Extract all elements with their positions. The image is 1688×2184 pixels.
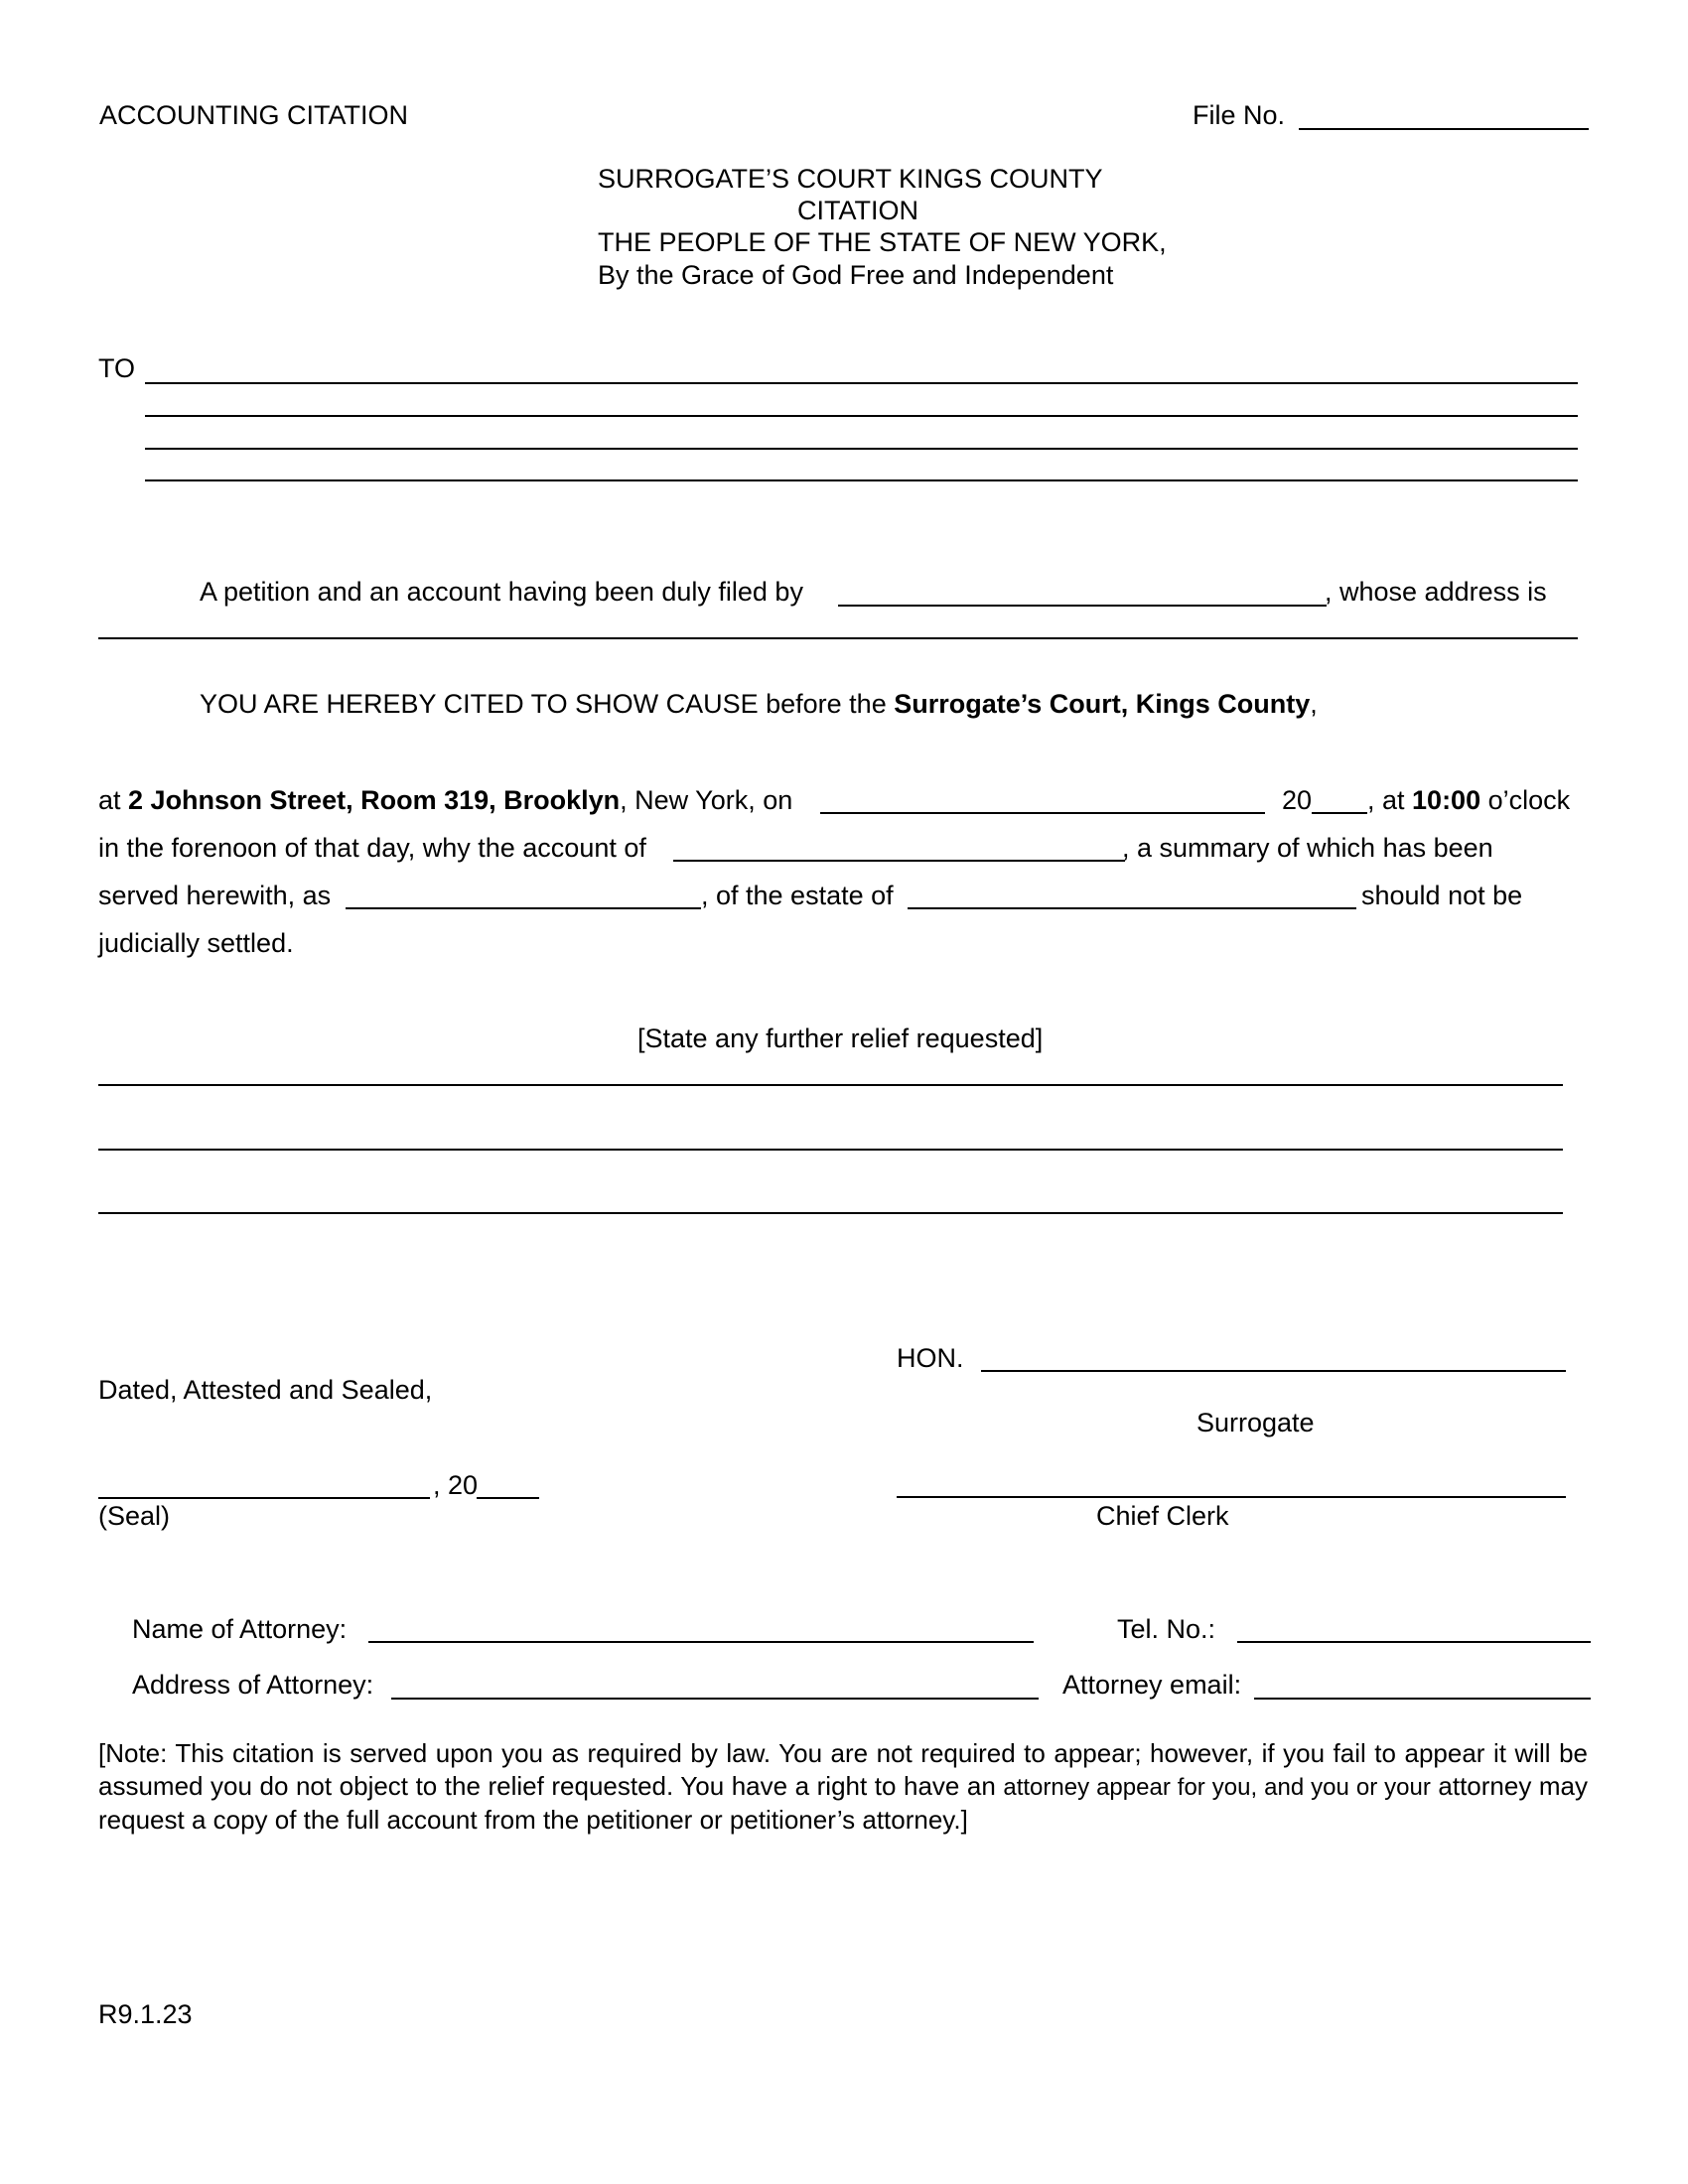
surrogate-signature-field[interactable] <box>981 1370 1566 1372</box>
cited-prefix: YOU ARE HEREBY CITED TO SHOW CAUSE before the <box>200 689 895 719</box>
hearing-time-text <box>1367 787 1570 814</box>
relief-field-line-2[interactable] <box>98 1149 1563 1151</box>
petitioner-address-field[interactable] <box>98 637 1578 639</box>
petitioner-name-field[interactable] <box>838 605 1327 607</box>
hearing-oclock: o’clock <box>1480 785 1571 815</box>
seal-label: (Seal) <box>98 1501 171 1531</box>
grace-heading: By the Grace of God Free and Independent <box>598 260 1114 290</box>
to-field-line-4[interactable] <box>145 479 1578 481</box>
file-no-label: File No. <box>1193 100 1286 130</box>
attorney-email-field[interactable] <box>1254 1698 1591 1700</box>
attorney-tel-field[interactable] <box>1237 1641 1591 1643</box>
relief-field-line-1[interactable] <box>98 1084 1563 1086</box>
attorney-email-label: Attorney email: <box>1062 1670 1242 1700</box>
hearing-year-prefix: 20 <box>1282 785 1313 815</box>
fiduciary-role-field[interactable] <box>346 907 701 909</box>
chief-clerk-signature-field[interactable] <box>897 1496 1566 1498</box>
cited-text <box>200 691 1318 718</box>
hearing-at: at <box>98 785 129 815</box>
attorney-address-label: Address of Attorney: <box>132 1670 374 1700</box>
account-of-field[interactable] <box>673 860 1125 862</box>
estate-of-field[interactable] <box>908 907 1356 909</box>
hearing-line4: judicially settled. <box>98 928 294 958</box>
hon-label: HON. <box>897 1343 964 1373</box>
hearing-ny-on: , New York, on <box>620 785 793 815</box>
date-signed-field[interactable] <box>98 1497 430 1499</box>
to-field-line-1[interactable] <box>145 382 1578 384</box>
note-part-2: attorney appear for you, and you or your <box>1003 1774 1431 1801</box>
chief-clerk-label: Chief Clerk <box>1096 1501 1229 1531</box>
attorney-name-field[interactable] <box>368 1641 1034 1643</box>
petition-suffix-text: , whose address is <box>1325 577 1547 607</box>
date-comma-20: , 20 <box>433 1470 479 1500</box>
form-title: ACCOUNTING CITATION <box>99 100 408 130</box>
hearing-at-time-prefix: , at <box>1367 785 1413 815</box>
cited-court-name: Surrogate’s Court, Kings County <box>894 689 1311 719</box>
citation-heading: CITATION <box>797 196 918 225</box>
hearing-address: 2 Johnson Street, Room 319, Brooklyn <box>128 785 621 815</box>
people-heading: THE PEOPLE OF THE STATE OF NEW YORK, <box>598 227 1167 257</box>
date-year-field[interactable] <box>477 1497 539 1499</box>
petition-prefix-text: A petition and an account having been duly filed by <box>200 577 803 607</box>
note-part-3: attorney may request a copy of the full account from the petitioner or petitioner’s attorney.] <box>98 1771 1589 1835</box>
to-field-line-3[interactable] <box>145 448 1578 450</box>
hearing-location-text <box>98 787 792 814</box>
hearing-line2-prefix: in the forenoon of that day, why the account of <box>98 833 646 863</box>
revision-code: R9.1.23 <box>98 1999 193 2029</box>
court-name-heading: SURROGATE’S COURT KINGS COUNTY <box>598 164 1103 194</box>
file-no-field[interactable] <box>1299 128 1589 130</box>
hearing-year-field[interactable] <box>1312 812 1367 814</box>
hearing-line3-mid: , of the estate of <box>701 881 894 910</box>
to-label: TO <box>98 353 136 383</box>
attorney-tel-label: Tel. No.: <box>1117 1614 1216 1644</box>
dated-attested-label: Dated, Attested and Sealed, <box>98 1375 433 1405</box>
hearing-line3-prefix: served herewith, as <box>98 881 332 910</box>
attorney-address-field[interactable] <box>391 1698 1039 1700</box>
attorney-name-label: Name of Attorney: <box>132 1614 348 1644</box>
relief-field-line-3[interactable] <box>98 1212 1563 1214</box>
to-field-line-2[interactable] <box>145 415 1578 417</box>
hearing-date-field[interactable] <box>820 812 1265 814</box>
hearing-line3-suffix: should not be <box>1361 881 1523 910</box>
cited-comma: , <box>1310 689 1318 719</box>
legal-note <box>98 1737 1588 1837</box>
hearing-line2-suffix: , a summary of which has been <box>1122 833 1493 863</box>
surrogate-label: Surrogate <box>1196 1408 1315 1437</box>
hearing-time: 10:00 <box>1412 785 1481 815</box>
note-part-1: [Note: This citation is served upon you as required by law. You are not required to appear; however, if you fail to appear it will be assumed you do not object to the relief requested. You have a right to have an <box>98 1738 1588 1801</box>
relief-label: [State any further relief requested] <box>637 1024 1044 1053</box>
